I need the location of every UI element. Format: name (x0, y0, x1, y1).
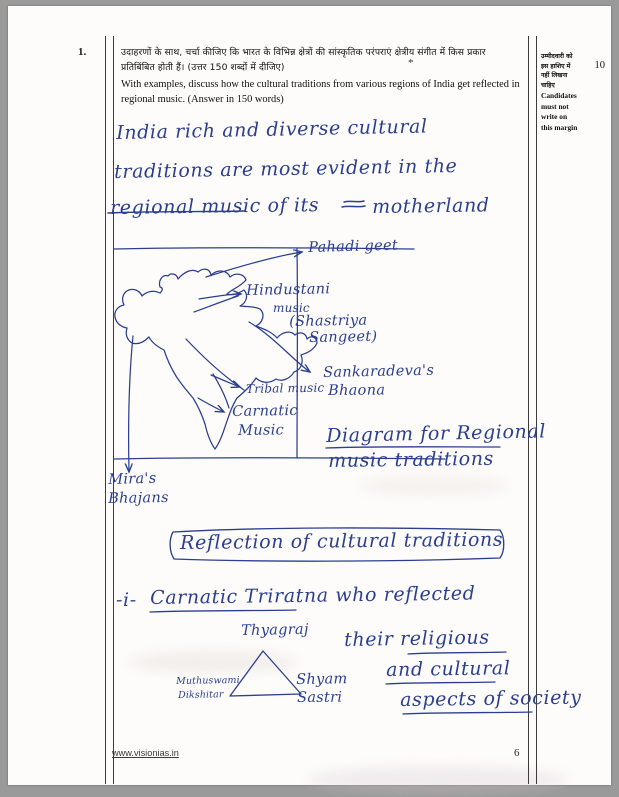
diagram-label-carnatic-music: Music (238, 422, 285, 439)
margin-warning-english-line: Candidates (541, 91, 577, 101)
diagram-label-tribal-music: Tribal music (246, 380, 325, 396)
answer-line-2: traditions are most evident in the (114, 155, 458, 183)
margin-warning-note (541, 52, 597, 134)
diagram-label-hindustani: Hindustani (246, 281, 331, 299)
footer-url[interactable]: www.visionias.in (112, 748, 179, 758)
diagram-label-bhaona: Bhaona (328, 382, 386, 399)
point-line-2: their religious (344, 626, 490, 651)
trinity-label-muthuswami: Muthuswami (176, 674, 240, 687)
point-marker: -i- (116, 589, 137, 611)
margin-rule-left (105, 36, 106, 784)
margin-rule-inner (113, 36, 114, 784)
margin-warning-hindi-line: चाहिए (541, 81, 555, 89)
margin-warning-hindi-line: इस हाशिए में (541, 62, 571, 70)
point-line-3: and cultural (386, 657, 511, 681)
margin-rule-right (528, 36, 529, 784)
question-text-english: With examples, discuss how the cultural traditions from various regions of India get reflected in regional music. (Answer in 150 words) (121, 78, 520, 105)
asterisk-mark: * (408, 57, 414, 69)
trinity-label-shyam: Shyam (296, 671, 348, 688)
answer-line-3: regional music of its (110, 194, 320, 219)
answer-line-4: motherland (372, 194, 490, 218)
question-block (121, 46, 521, 107)
scan-artifact (358, 476, 508, 496)
margin-warning-english-line: must not (541, 101, 569, 111)
question-text-hindi: उदाहरणों के साथ, चर्चा कीजिए कि भारत के विभिन्न क्षेत्रों की सांस्कृतिक परंपराएं क्षेत्रीय संगीत में किस प्रकार प्रतिबिंबित होती हैं। (उत्तर 150 शब्दों में दीजिए) (121, 47, 486, 73)
footer-page-number: 6 (514, 747, 520, 759)
answer-sheet-paper (8, 6, 611, 785)
question-number: 1. (78, 46, 87, 58)
diagram-label-carnatic: Carnatic (232, 402, 298, 420)
question-marks: 10 (594, 60, 605, 71)
boxed-heading-text: Reflection of cultural traditions (180, 528, 504, 554)
scan-artifact (128, 651, 298, 673)
trinity-label-dikshitar: Dikshitar (178, 689, 224, 701)
answer-line-1: India rich and diverse cultural (116, 115, 428, 144)
margin-warning-hindi-line: उम्मीदवारी को (541, 53, 573, 60)
margin-warning-english-line: write on (541, 112, 568, 122)
diagram-label-pahadi-geet: Pahadi geet (308, 237, 399, 256)
diagram-label-shastriya: (Shastriya (289, 312, 368, 330)
margin-warning-hindi-line: नहीं लिखना (541, 72, 568, 80)
diagram-label-bhajans: Bhajans (108, 489, 169, 507)
diagram-label-hindustani-music: music (273, 301, 310, 315)
point-line-4: aspects of society (400, 686, 582, 711)
diagram-caption-line-1: Diagram for Regional (326, 420, 547, 447)
diagram-label-sangeet: Sangeet) (309, 328, 378, 346)
trinity-label-thyagraj: Thyagraj (241, 621, 309, 639)
point-line-1: Carnatic Triratna who reflected (150, 582, 476, 609)
trinity-label-sastri: Sastri (297, 689, 343, 706)
margin-warning-english (541, 91, 597, 133)
margin-warning-hindi (541, 52, 597, 90)
diagram-caption-line-2: music traditions (328, 447, 495, 472)
margin-rule-outer (536, 36, 537, 784)
diagram-label-sankaradeva: Sankaradeva's (323, 362, 435, 381)
margin-warning-english-line: this margin (541, 122, 578, 132)
diagram-label-mira: Mira's (108, 470, 157, 488)
